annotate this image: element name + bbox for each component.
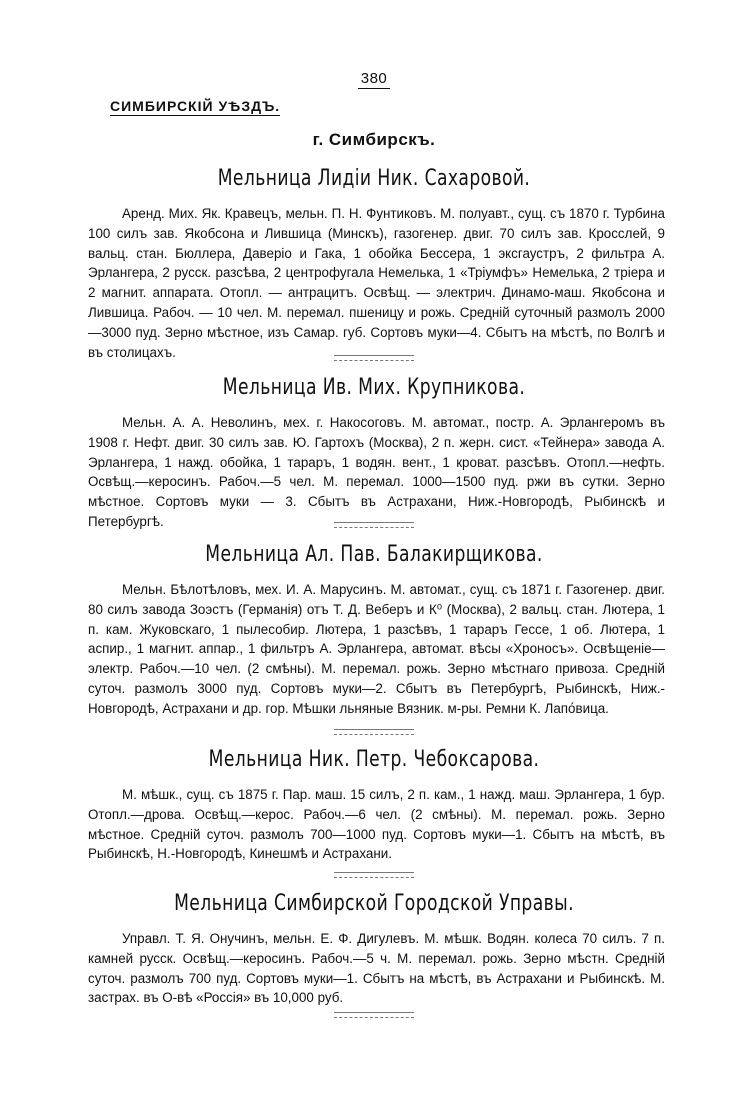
mill-description: Аренд. Мих. Як. Кравецъ, мельн. П. Н. Фунтиковъ. М. полуавт., сущ. съ 1870 г. Турбина 100 силъ зав. Якобсона и Лившица (Минскъ), газогенер. двиг. 70 силъ зав. Кросслей, 9 вальц. стан. Бюллера, Даверіо и Гака, 1 обойка Бессера, 1 эксгаустръ, 2 фильтра А. Эрлангера, 2 русск. разсѣва, 2 центрофугала Немелька, 1 «Тріумфъ» Немелька, 2 тріера и 2 магнит. аппарата. Отопл. — антрацитъ. Освѣщ. — электрич. Динамо-маш. Якобсона и Лившица. Рабоч. — 10 чел. М. перемал. пшеницу и рожь. Средній суточный размолъ 2000—3000 пуд. Зерно мѣстное, изъ Самар. губ. Сортовъ муки—4. Сбытъ на мѣстѣ, по Волгѣ и въ столицахъ. — [88, 206, 665, 360]
mill-description: М. мѣшк., сущ. съ 1875 г. Пар. маш. 15 силъ, 2 п. кам., 1 нажд. маш. Эрлангера, 1 бур. Отопл.—дрова. Освѣщ.—керос. Рабоч.—6 чел. (2 смѣны). М. перемал. рожь. Зерно мѣстное. Средній суточ. размолъ 700—1000 пуд. Сортовъ муки—1. Сбытъ на мѣстѣ, въ Рыбинскѣ, Н.-Новгородѣ, Кинешмѣ и Астрахани. — [88, 787, 665, 862]
section-divider — [334, 522, 414, 528]
mill-description: Мельн. А. А. Неволинъ, мех. г. Накосоговъ. М. автомат., постр. А. Эрлангеромъ въ 1908 г. Нефт. двиг. 30 силъ зав. Ю. Гартохъ (Москва), 2 п. жерн. сист. «Тейнера» завода А. Эрлангера, 1 нажд. обойка, 1 тараръ, 1 водян. вент., 1 кроват. разсѣвъ. Отопл.—нефть. Освѣщ.—керосинъ. Рабоч.—5 чел. М. перемал. 1000—1500 пуд. ржи въ сутки. Зерно мѣстное. Сортовъ муки — 3. Сбытъ въ Астрахани, Ниж.-Новгородѣ, Рыбинскѣ и Петербургѣ. — [88, 415, 665, 529]
mill-title: Мельница Лидіи Ник. Сахаровой. — [217, 166, 531, 191]
mill-title: Мельница Симбирской Городской Управы. — [174, 891, 574, 916]
section-divider — [334, 1012, 414, 1018]
district-heading: СИМБИРСКІЙ УѢЗДЪ. — [110, 98, 281, 114]
mill-entry-4 — [0, 745, 748, 864]
mill-title: Мельница Ник. Петр. Чебоксарова. — [208, 747, 540, 772]
mill-entry-5 — [0, 889, 748, 1008]
mill-description: Управл. Т. Я. Онучинъ, мельн. Е. Ф. Дигулевъ. М. мѣшк. Водян. колеса 70 силъ. 7 п. камней русск. Освѣщ.—керосинъ. Рабоч.—5 ч. М. перемал. рожь. Зерно мѣстн. Средній суточ. размолъ 700 пуд. Сортовъ муки—1. Сбытъ на мѣстѣ, въ Астрахани и Рыбинскѣ. М. застрах. въ О-вѣ «Россія» въ 10,000 руб. — [88, 931, 665, 1006]
mill-entry-2 — [0, 373, 748, 532]
section-divider — [334, 355, 414, 361]
page-number: 380 — [0, 70, 748, 89]
city-heading: г. Симбирскъ. — [312, 130, 436, 149]
mill-entry-1 — [0, 164, 748, 362]
section-divider — [334, 729, 414, 735]
mill-description: Мельн. Бѣлотѣловъ, мех. И. А. Марусинъ. М. автомат., сущ. съ 1871 г. Газогенер. двиг. 80 силъ завода Зоэстъ (Германія) отъ Т. Д. Веберъ и К⁰ (Москва), 2 вальц. стан. Лютера, 1 п. кам. Жуковскаго, 1 пылесобир. Лютера, 1 разсѣвъ, 1 тараръ Гессе, 1 об. Лютера, 1 аспир., 1 магнит. аппар., 1 фильтръ А. Эрлангера, автомат. вѣсы «Хроносъ». Освѣщеніе—электр. Рабоч.—10 чел. (2 смѣны). М. перемал. рожь. Зерно мѣстнаго привоза. Средній суточ. размолъ 3000 пуд. Сортовъ муки—2. Сбытъ въ Петербургѣ, Рыбинскѣ, Ниж.-Новгородѣ, Астрахани и др. гор. Мѣшки льняные Вязник. м-ры. Ремни К. Лапо́вица. — [88, 582, 665, 716]
mill-entry-3 — [0, 540, 748, 719]
section-divider — [334, 872, 414, 878]
mill-title: Мельница Ив. Мих. Крупникова. — [222, 375, 526, 400]
mill-title: Мельница Ал. Пав. Балакирщикова. — [205, 542, 543, 567]
